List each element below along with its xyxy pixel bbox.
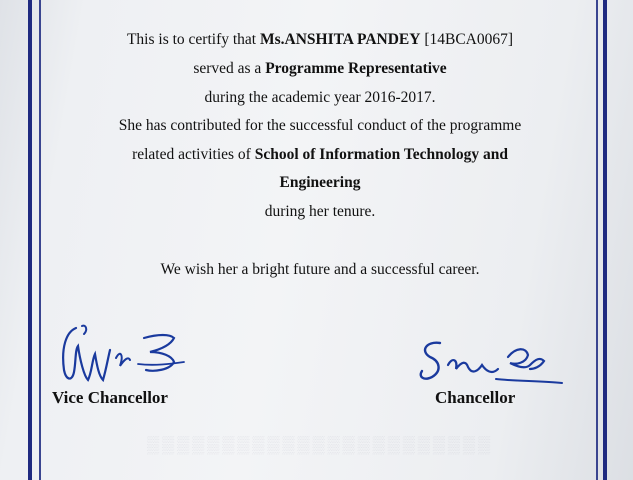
vice-chancellor-signature [58,320,198,390]
vice-chancellor-title: Vice Chancellor [52,388,168,407]
certify-line: This is to certify that Ms.ANSHITA PANDEY [14BCA0067] [126,31,514,48]
student-name: Ms.ANSHITA PANDEY [259,31,421,48]
certificate-body [45,0,595,300]
right-border-inner [596,0,598,480]
right-border-outer [603,0,607,480]
activities-line: related activities of School of Information Technology and [132,146,508,163]
role-line: served as a Programme Representative [193,60,447,77]
student-id: [14BCA0067] [420,31,514,48]
school-name-cont: Engineering [279,174,361,191]
year-line: during the academic year 2016-2017. [204,89,436,106]
school-name: School of Information Technology and [254,146,508,163]
contribution-line: She has contributed for the successful conduct of the programme [118,117,522,134]
left-border-outer [28,0,32,480]
wish-line: We wish her a bright future and a successful career. [160,261,480,278]
chancellor-signature [412,335,572,395]
left-border-inner [39,0,41,480]
chancellor-title: Chancellor [435,388,516,407]
tenure-line: during her tenure. [264,203,376,220]
faded-imprint: ▒▒▒▒▒▒▒▒▒▒▒▒▒▒▒▒▒▒▒▒▒▒▒ [146,435,494,454]
role-name: Programme Representative [265,60,447,77]
